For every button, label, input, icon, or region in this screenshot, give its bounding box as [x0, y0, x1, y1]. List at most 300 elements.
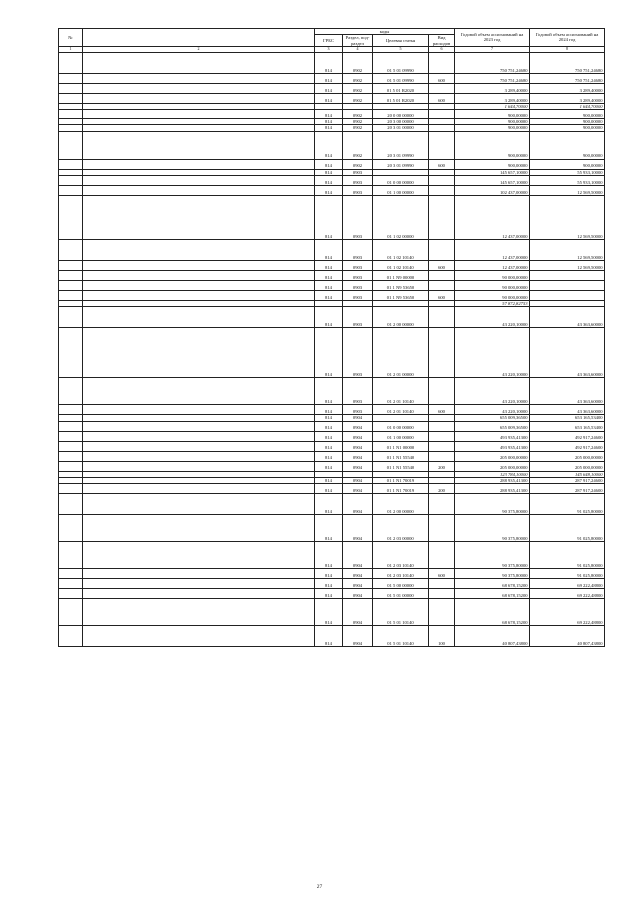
row-name-cell	[83, 93, 315, 103]
table-row	[59, 110, 605, 119]
column-number: 3	[315, 46, 343, 52]
row-section-cell: 0903	[343, 290, 373, 300]
row-2023-cell: 493 935,41300	[455, 431, 530, 441]
row-expense-cell: 600	[429, 569, 455, 579]
row-expense-cell	[429, 195, 455, 239]
table-row	[59, 378, 605, 405]
row-number-cell	[59, 83, 83, 93]
row-number-cell	[59, 307, 83, 328]
row-2023-cell: 900,00000	[455, 110, 530, 119]
row-name-cell	[83, 378, 315, 405]
row-grbs-cell: 814	[315, 494, 343, 515]
row-article-cell: 01 0 00 00000	[373, 175, 429, 185]
column-number: 6	[429, 46, 455, 52]
row-section-cell: 0903	[343, 169, 373, 175]
header-article: Целевая статья	[373, 35, 429, 47]
row-number-cell	[59, 579, 83, 589]
header-expense: Вид расходов	[429, 35, 455, 47]
row-section-cell: 0902	[343, 93, 373, 103]
row-2024-cell: 900,00000	[530, 131, 605, 159]
row-section-cell: 0903	[343, 280, 373, 290]
row-2024-cell: 287 917,24600	[530, 484, 605, 494]
row-section-cell: 0903	[343, 260, 373, 270]
row-grbs-cell: 814	[315, 185, 343, 195]
row-article-cell: 01 5 01 10140	[373, 599, 429, 626]
row-section-cell: 0902	[343, 73, 373, 83]
row-section-cell: 0904	[343, 477, 373, 483]
row-expense-cell	[429, 280, 455, 290]
row-name-cell	[83, 405, 315, 415]
row-expense-cell	[429, 441, 455, 451]
table-row	[59, 461, 605, 471]
row-grbs-cell: 814	[315, 93, 343, 103]
row-section-cell: 0904	[343, 421, 373, 431]
row-number-cell	[59, 441, 83, 451]
row-expense-cell: 600	[429, 405, 455, 415]
row-2024-cell: 69 222,48800	[530, 579, 605, 589]
row-article-cell: 01 5 01 R2020	[373, 83, 429, 93]
row-section-cell: 0904	[343, 461, 373, 471]
row-name-cell	[83, 484, 315, 494]
row-expense-cell: 100	[429, 626, 455, 647]
row-grbs-cell: 814	[315, 421, 343, 431]
row-name-cell	[83, 494, 315, 515]
row-section-cell: 0904	[343, 626, 373, 647]
row-2024-cell: 750 751,24680	[530, 52, 605, 73]
row-2023-cell: 3 289,40000	[455, 93, 530, 103]
row-article-cell: 01 1 00 00000	[373, 431, 429, 441]
row-grbs-cell: 814	[315, 131, 343, 159]
row-expense-cell	[429, 515, 455, 542]
row-2024-cell: 900,00000	[530, 125, 605, 131]
table-row	[59, 307, 605, 328]
table-row	[59, 328, 605, 378]
table-row	[59, 589, 605, 599]
row-grbs-cell: 814	[315, 73, 343, 83]
row-number-cell	[59, 185, 83, 195]
table-row	[59, 451, 605, 461]
row-2024-cell: 900,00000	[530, 119, 605, 125]
row-grbs-cell: 814	[315, 431, 343, 441]
row-2024-cell: 91 025,80000	[530, 542, 605, 569]
row-2023-cell: 90 375,80000	[455, 542, 530, 569]
row-grbs-cell: 814	[315, 239, 343, 260]
row-expense-cell	[429, 431, 455, 441]
row-number-cell	[59, 159, 83, 169]
header-grbs: ГРБС	[315, 35, 343, 47]
row-name-cell	[83, 515, 315, 542]
row-expense-cell	[429, 83, 455, 93]
row-article-cell: 01 0 00 00000	[373, 421, 429, 431]
row-article-cell: 01 1 N9 00000	[373, 270, 429, 280]
row-number-cell	[59, 110, 83, 119]
row-number-cell	[59, 290, 83, 300]
row-section-cell: 0904	[343, 494, 373, 515]
row-name-cell	[83, 280, 315, 290]
row-section-cell: 0904	[343, 599, 373, 626]
row-2023-cell: 90 000,00000	[455, 270, 530, 280]
row-2024-cell: 145 648,10000	[530, 471, 605, 477]
row-grbs-cell: 814	[315, 195, 343, 239]
row-number-cell	[59, 239, 83, 260]
row-number-cell	[59, 494, 83, 515]
table-row	[59, 542, 605, 569]
row-2023-cell: 90 375,80000	[455, 569, 530, 579]
row-2023-cell: 288 935,41300	[455, 477, 530, 483]
row-2024-cell: 43 363,60000	[530, 378, 605, 405]
row-expense-cell	[429, 378, 455, 405]
row-grbs-cell: 814	[315, 83, 343, 93]
row-section-cell: 0902	[343, 83, 373, 93]
row-2023-cell: 43 220,10000	[455, 307, 530, 328]
row-number-cell	[59, 461, 83, 471]
row-2023-cell: 68 678,15200	[455, 589, 530, 599]
row-number-cell	[59, 431, 83, 441]
row-number-cell	[59, 280, 83, 290]
row-2023-cell: 90 375,80000	[455, 515, 530, 542]
row-name-cell	[83, 441, 315, 451]
row-number-cell	[59, 52, 83, 73]
row-2023-cell: 90 375,80000	[455, 494, 530, 515]
row-2024-cell: 653 165,53400	[530, 421, 605, 431]
row-grbs-cell: 814	[315, 569, 343, 579]
row-number-cell	[59, 626, 83, 647]
row-name-cell	[83, 421, 315, 431]
row-grbs-cell: 814	[315, 52, 343, 73]
table-row	[59, 52, 605, 73]
row-expense-cell	[429, 239, 455, 260]
row-article-cell: 01 2 01 00000	[373, 328, 429, 378]
row-expense-cell	[429, 52, 455, 73]
row-section-cell: 0902	[343, 52, 373, 73]
row-article-cell: 01 2 01 10140	[373, 405, 429, 415]
row-number-cell	[59, 451, 83, 461]
row-2024-cell: 12 569,50000	[530, 195, 605, 239]
row-2024-cell: 287 917,24600	[530, 477, 605, 483]
row-number-cell	[59, 515, 83, 542]
row-2023-cell: 43 220,10000	[455, 328, 530, 378]
row-number-cell	[59, 175, 83, 185]
row-section-cell: 0903	[343, 175, 373, 185]
row-expense-cell: 600	[429, 260, 455, 270]
row-article-cell: 01 2 01 10140	[373, 378, 429, 405]
row-article-cell: 20 3 00 00000	[373, 119, 429, 125]
row-section-cell: 0904	[343, 579, 373, 589]
header-codes: коды	[315, 29, 455, 35]
row-2024-cell: 1 644,70000	[530, 103, 605, 109]
row-article-cell: 20 3 01 00000	[373, 125, 429, 131]
header-section: Раздел, под-раздел	[343, 35, 373, 47]
row-expense-cell	[429, 494, 455, 515]
row-grbs-cell: 814	[315, 415, 343, 421]
row-grbs-cell: 814	[315, 125, 343, 131]
table-row	[59, 239, 605, 260]
row-grbs-cell: 814	[315, 175, 343, 185]
row-2024-cell: 205 000,00000	[530, 451, 605, 461]
row-2023-cell: 493 935,41300	[455, 441, 530, 451]
row-name-cell	[83, 569, 315, 579]
row-grbs-cell: 814	[315, 270, 343, 280]
row-section-cell: 0903	[343, 378, 373, 405]
row-2023-cell: 900,00000	[455, 119, 530, 125]
row-expense-cell	[429, 579, 455, 589]
row-section-cell: 0902	[343, 159, 373, 169]
row-number-cell	[59, 589, 83, 599]
row-section-cell: 0904	[343, 451, 373, 461]
row-2024-cell	[530, 280, 605, 290]
row-2024-cell: 492 917,24600	[530, 431, 605, 441]
row-expense-cell	[429, 451, 455, 461]
row-article-cell: 01 1 N1 70019	[373, 484, 429, 494]
header-2023: Годовой объем ассигнований на 2023 год	[455, 29, 530, 47]
row-article-cell: 01 1 N1 55540	[373, 461, 429, 471]
row-grbs-cell: 814	[315, 515, 343, 542]
table-row	[59, 93, 605, 103]
row-name-cell	[83, 52, 315, 73]
row-grbs-cell: 814	[315, 461, 343, 471]
row-2024-cell: 69 222,48800	[530, 589, 605, 599]
row-name-cell	[83, 599, 315, 626]
row-2023-cell: 750 751,24680	[455, 52, 530, 73]
row-name-cell	[83, 431, 315, 441]
row-2024-cell: 40 807,43800	[530, 626, 605, 647]
table-row	[59, 515, 605, 542]
row-2024-cell: 91 025,80000	[530, 494, 605, 515]
row-grbs-cell: 814	[315, 110, 343, 119]
table-row	[59, 626, 605, 647]
row-name-cell	[83, 589, 315, 599]
row-2023-cell: 123 784,10000	[455, 471, 530, 477]
header-number: №	[59, 29, 83, 47]
row-2024-cell: 12 569,50000	[530, 239, 605, 260]
row-expense-cell	[429, 599, 455, 626]
row-name-cell	[83, 185, 315, 195]
row-section-cell: 0903	[343, 185, 373, 195]
row-2023-cell: 900,00000	[455, 125, 530, 131]
row-section-cell: 0903	[343, 270, 373, 280]
row-article-cell: 01 2 03 10140	[373, 542, 429, 569]
row-number-cell	[59, 270, 83, 280]
row-2023-cell: 1 644,70000	[455, 103, 530, 109]
row-2023-cell: 750 751,24680	[455, 73, 530, 83]
row-name-cell	[83, 239, 315, 260]
row-2023-cell: 145 657,10000	[455, 175, 530, 185]
row-name-cell	[83, 83, 315, 93]
row-name-cell	[83, 175, 315, 185]
row-expense-cell	[429, 328, 455, 378]
row-grbs-cell: 814	[315, 477, 343, 483]
row-grbs-cell: 814	[315, 451, 343, 461]
row-expense-cell: 600	[429, 159, 455, 169]
column-number: 2	[83, 46, 315, 52]
row-article-cell: 01 5 01 09990	[373, 73, 429, 83]
row-article-cell: 01 1 02 10140	[373, 260, 429, 270]
table-row	[59, 599, 605, 626]
table-row	[59, 83, 605, 93]
table-header	[59, 29, 605, 53]
row-2023-cell: 43 220,10000	[455, 378, 530, 405]
row-section-cell: 0902	[343, 119, 373, 125]
row-2024-cell: 55 933,10000	[530, 169, 605, 175]
row-2024-cell: 12 569,50000	[530, 260, 605, 270]
row-section-cell: 0904	[343, 415, 373, 421]
row-number-cell	[59, 73, 83, 83]
row-article-cell: 20 3 01 09990	[373, 159, 429, 169]
row-article-cell: 01 5 01 00000	[373, 589, 429, 599]
row-article-cell: 01 2 03 10140	[373, 569, 429, 579]
row-article-cell: 01 1 02 10140	[373, 239, 429, 260]
row-name-cell	[83, 270, 315, 280]
row-2023-cell: 43 220,10000	[455, 405, 530, 415]
row-2024-cell: 900,00000	[530, 159, 605, 169]
row-number-cell	[59, 378, 83, 405]
table-row	[59, 569, 605, 579]
row-name-cell	[83, 542, 315, 569]
row-name-cell	[83, 195, 315, 239]
row-grbs-cell: 814	[315, 626, 343, 647]
row-section-cell: 0904	[343, 515, 373, 542]
row-expense-cell	[429, 131, 455, 159]
table-row	[59, 431, 605, 441]
row-expense-cell: 200	[429, 461, 455, 471]
row-2023-cell: 900,00000	[455, 159, 530, 169]
row-number-cell	[59, 421, 83, 431]
row-section-cell: 0903	[343, 328, 373, 378]
row-2023-cell: 3 289,40000	[455, 83, 530, 93]
row-grbs-cell: 814	[315, 589, 343, 599]
row-2024-cell: 69 222,48800	[530, 599, 605, 626]
row-2024-cell: 91 025,80000	[530, 569, 605, 579]
row-section-cell: 0904	[343, 441, 373, 451]
row-2023-cell: 68 678,15200	[455, 579, 530, 589]
row-section-cell: 0902	[343, 110, 373, 119]
row-2023-cell: 12 437,00000	[455, 239, 530, 260]
row-2023-cell: 68 678,15200	[455, 599, 530, 626]
row-section-cell: 0902	[343, 125, 373, 131]
column-number: 8	[530, 46, 605, 52]
row-2023-cell: 90 000,00000	[455, 290, 530, 300]
budget-table	[58, 28, 605, 647]
row-expense-cell: 200	[429, 484, 455, 494]
row-name-cell	[83, 461, 315, 471]
row-grbs-cell: 814	[315, 328, 343, 378]
column-number: 7	[455, 46, 530, 52]
row-expense-cell: 600	[429, 290, 455, 300]
row-grbs-cell: 814	[315, 280, 343, 290]
row-2023-cell: 145 657,10000	[455, 169, 530, 175]
row-number-cell	[59, 542, 83, 569]
row-number-cell	[59, 569, 83, 579]
row-section-cell: 0902	[343, 131, 373, 159]
row-2024-cell: 43 363,60000	[530, 405, 605, 415]
row-name-cell	[83, 73, 315, 83]
row-2024-cell	[530, 270, 605, 280]
row-expense-cell: 600	[429, 93, 455, 103]
row-2023-cell: 655 009,36500	[455, 421, 530, 431]
row-number-cell	[59, 195, 83, 239]
row-2023-cell: 40 807,43800	[455, 626, 530, 647]
row-section-cell: 0903	[343, 239, 373, 260]
row-number-cell	[59, 328, 83, 378]
row-article-cell: 01 2 00 00000	[373, 307, 429, 328]
row-2023-cell: 288 935,41300	[455, 484, 530, 494]
row-article-cell: 20 3 01 09990	[373, 131, 429, 159]
row-expense-cell	[429, 110, 455, 119]
row-article-cell: 01 2 03 00000	[373, 515, 429, 542]
row-2024-cell: 492 917,24600	[530, 441, 605, 451]
table-row	[59, 73, 605, 83]
row-2023-cell: 57 872,82753	[455, 300, 530, 306]
row-expense-cell	[429, 589, 455, 599]
table-row	[59, 280, 605, 290]
row-grbs-cell: 814	[315, 119, 343, 125]
row-2023-cell: 205 000,00000	[455, 461, 530, 471]
row-2024-cell: 205 000,00000	[530, 461, 605, 471]
row-number-cell	[59, 484, 83, 494]
row-2023-cell: 90 000,00000	[455, 280, 530, 290]
row-name-cell	[83, 579, 315, 589]
row-name-cell	[83, 307, 315, 328]
row-2023-cell: 12 437,00000	[455, 260, 530, 270]
table-row	[59, 579, 605, 589]
row-2024-cell	[530, 290, 605, 300]
row-section-cell: 0903	[343, 195, 373, 239]
row-2024-cell: 12 569,50000	[530, 185, 605, 195]
row-expense-cell	[429, 175, 455, 185]
table-row	[59, 441, 605, 451]
row-2024-cell: 55 933,10000	[530, 175, 605, 185]
row-grbs-cell: 814	[315, 441, 343, 451]
table-row	[59, 405, 605, 415]
row-article-cell: 01 1 00 00000	[373, 185, 429, 195]
row-grbs-cell: 814	[315, 378, 343, 405]
table-body	[59, 52, 605, 646]
row-2024-cell: 900,00000	[530, 110, 605, 119]
row-grbs-cell: 814	[315, 260, 343, 270]
row-name-cell	[83, 626, 315, 647]
row-grbs-cell: 814	[315, 542, 343, 569]
row-article-cell: 01 1 02 00000	[373, 195, 429, 239]
row-expense-cell	[429, 307, 455, 328]
row-section-cell: 0904	[343, 431, 373, 441]
row-2023-cell: 12 437,00000	[455, 195, 530, 239]
row-article-cell: 01 1 N9 53650	[373, 280, 429, 290]
row-2023-cell: 900,00000	[455, 131, 530, 159]
row-grbs-cell: 814	[315, 599, 343, 626]
row-grbs-cell: 814	[315, 484, 343, 494]
row-name-cell	[83, 131, 315, 159]
row-2023-cell: 655 009,36500	[455, 415, 530, 421]
row-article-cell: 01 1 N1 55540	[373, 451, 429, 461]
row-article-cell: 01 2 00 00000	[373, 494, 429, 515]
row-number-cell	[59, 93, 83, 103]
page-number: 27	[316, 884, 323, 890]
row-grbs-cell: 814	[315, 159, 343, 169]
row-section-cell: 0904	[343, 589, 373, 599]
row-expense-cell	[429, 542, 455, 569]
row-number-cell	[59, 599, 83, 626]
row-number-cell	[59, 260, 83, 270]
row-grbs-cell: 814	[315, 579, 343, 589]
header-2024: Годовой объем ассигнований на 2024 год	[530, 29, 605, 47]
row-grbs-cell: 814	[315, 307, 343, 328]
row-section-cell: 0904	[343, 484, 373, 494]
row-grbs-cell: 814	[315, 169, 343, 175]
table-row	[59, 175, 605, 185]
row-name-cell	[83, 290, 315, 300]
row-article-cell: 01 1 N1 00000	[373, 441, 429, 451]
row-name-cell	[83, 451, 315, 461]
